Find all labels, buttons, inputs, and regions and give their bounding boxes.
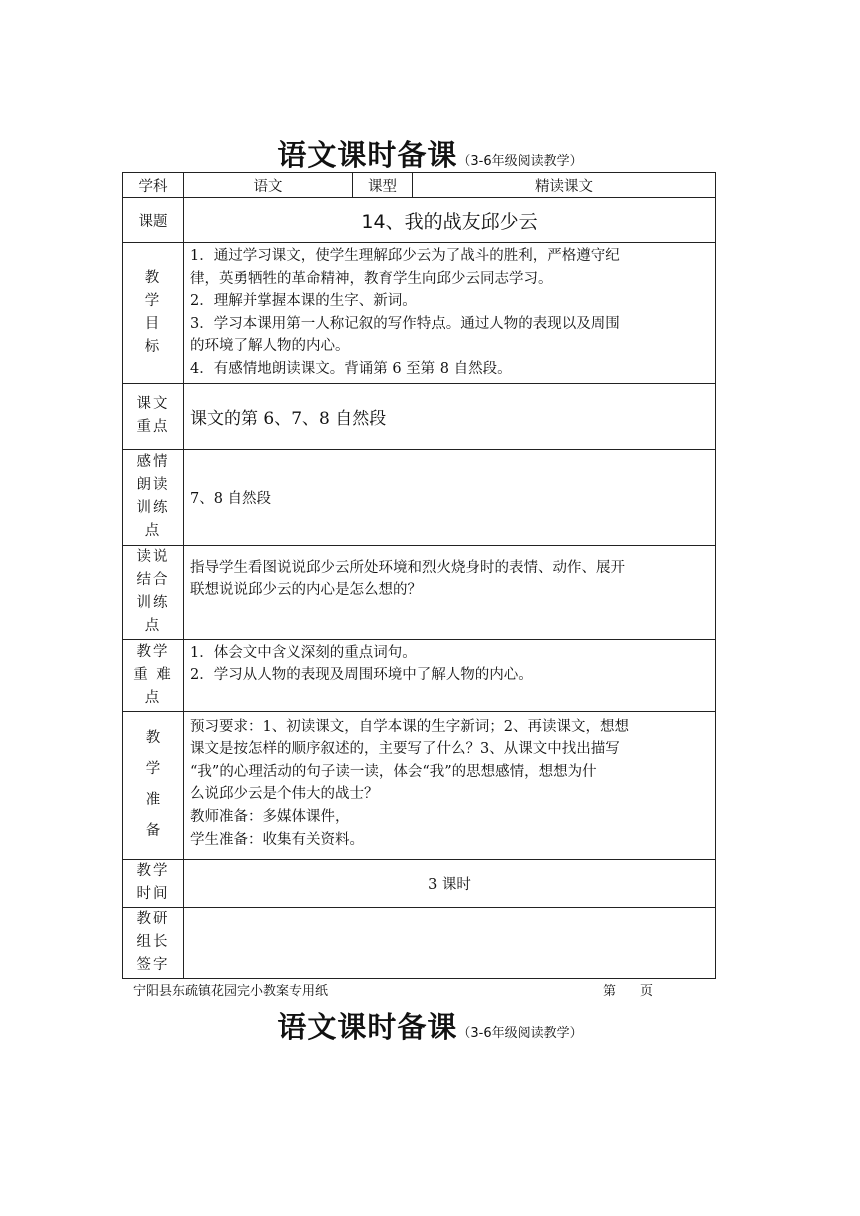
topic-value: 14、我的战友邱少云	[184, 198, 716, 243]
key-points-label: 课文 重点	[123, 383, 184, 449]
subject-value: 语文	[184, 173, 353, 198]
speaking-training-label: 读说 结合 训练 点	[123, 545, 184, 639]
topic-row	[123, 198, 716, 243]
objectives-text: 1．通过学习课文，使学生理解邱少云为了战斗的胜利，严格遵守纪 律，英勇牺牲的革命精神，教育学生向邱少云同志学习。 2．理解并掌握本课的生字、新词。 3．学习本课用第一人称记叙的写作特点。通过人物的表现以及周围 的环境了解人物的内心。 4．有感情地朗读课文。背诵第 6 至第 8 自然段。	[184, 243, 716, 384]
reading-training-row	[123, 449, 716, 545]
speaking-training-row	[123, 545, 716, 639]
objectives-row	[123, 243, 716, 384]
difficulties-row	[123, 639, 716, 711]
footer-page-prefix: 第	[603, 984, 617, 999]
difficulties-label: 教学 重 难 点	[123, 639, 184, 711]
page-title-main: 语文课时备课	[277, 138, 458, 172]
preparation-text: 预习要求：1、初读课文，自学本课的生字新词；2、再读课文，想想 课文是按怎样的顺序叙述的，主要写了什么？3、从课文中找出描写 “我”的心理活动的句子读一读，体会“我”的思想感情，想想为什 么说邱少云是个伟大的战士？ 教师准备：多媒体课件， 学生准备：收集有关资料。	[184, 711, 716, 859]
signature-row	[123, 907, 716, 978]
key-points-row	[123, 383, 716, 449]
preparation-row	[123, 711, 716, 859]
reading-training-label: 感情 朗读 训练 点	[123, 449, 184, 545]
time-row	[123, 859, 716, 907]
next-page-title	[0, 1005, 860, 1046]
page-title-sub: （3-6年级阅读教学）	[457, 154, 583, 169]
next-page-title-sub: （3-6年级阅读教学）	[457, 1026, 583, 1041]
lesson-type-value: 精读课文	[413, 173, 716, 198]
lesson-plan-table	[122, 172, 716, 979]
subject-label: 学科	[123, 173, 184, 198]
lesson-type-label: 课型	[353, 173, 413, 198]
header-row	[123, 173, 716, 198]
speaking-training-text: 指导学生看图说说邱少云所处环境和烈火烧身时的表情、动作、展开 联想说说邱少云的内心是怎么想的？	[184, 545, 716, 639]
time-value: 3 课时	[184, 859, 716, 907]
signature-label: 教研 组长 签字	[123, 907, 184, 978]
key-points-value: 课文的第 6、7、8 自然段	[184, 383, 716, 449]
preparation-label: 教 学 准 备	[123, 711, 184, 859]
footer-page-suffix: 页	[640, 984, 654, 999]
difficulties-text: 1．体会文中含义深刻的重点词句。 2．学习从人物的表现及周围环境中了解人物的内心。	[184, 639, 716, 711]
reading-training-value: 7、8 自然段	[184, 449, 716, 545]
next-page-title-main: 语文课时备课	[277, 1010, 458, 1044]
objectives-label: 教 学 目 标	[123, 243, 184, 384]
topic-label: 课题	[123, 198, 184, 243]
time-label: 教学 时间	[123, 859, 184, 907]
page-title	[0, 133, 860, 174]
signature-field[interactable]	[184, 907, 716, 978]
footer-school: 宁阳县东疏镇花园完小教案专用纸	[133, 984, 329, 999]
